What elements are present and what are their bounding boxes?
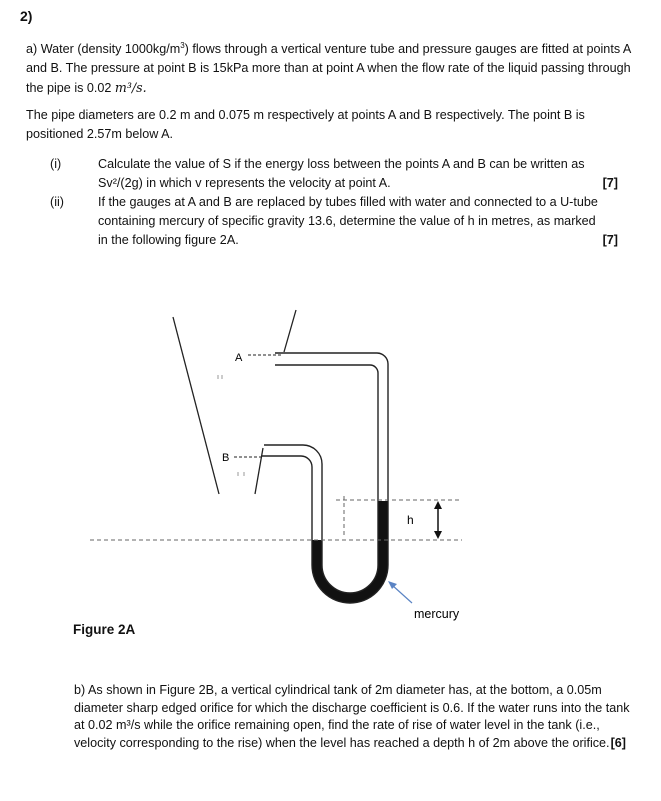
sub-question-i-number: (i)	[50, 157, 62, 171]
label-b: B	[222, 452, 230, 464]
sub-question-ii-line1: If the gauges at A and B are replaced by tubes filled with water and connected to a U-tube	[98, 195, 598, 209]
sub-question-ii-line2: containing mercury of specific gravity 13.6, determine the value of h in metres, as marked	[98, 214, 596, 228]
sub-question-ii-marks: [7]	[602, 233, 618, 247]
flow-unit: m³/s.	[114, 80, 147, 96]
sub-question-i-line2: Sv²/(2g) in which v represents the velocity at point A.	[98, 176, 391, 190]
label-a: A	[235, 352, 243, 364]
sub-question-i-marks: [7]	[602, 176, 618, 190]
u-tube-outer-wall	[262, 353, 388, 603]
label-mercury: mercury	[414, 607, 460, 621]
mercury-fill	[312, 501, 388, 603]
figure-caption: Figure 2A	[73, 622, 136, 637]
part-b-text	[74, 682, 630, 752]
mercury-pointer-line	[392, 585, 412, 603]
part-a-intro: a) Water (density $1000kg/m^3$) flows through a vertical venture tube and pressure gauges are fitted at points A and B. The pressure at point B is 15kPa more than at point A when the flow rate of the liquid passing through the pipe is 0.02 m³/s.	[26, 41, 631, 96]
part-b-marks: [6]	[610, 735, 626, 750]
sub-question-ii-number: (ii)	[50, 195, 64, 209]
h-arrow-head-top	[434, 501, 442, 509]
label-h: h	[407, 513, 414, 527]
part-b-body: b) As shown in Figure 2B, a vertical cylindrical tank of 2m diameter has, at the bottom, a 0.05m diameter sharp edged orifice for which the discharge coefficient is 0.6. If the water runs into the tank at 0.02 m³/s while the orifice remaining open, find the rate of rise of water level in the tank (i.e., velocity corresponding to the rise) when the level has reached a depth h of 2m above the orifice.	[74, 683, 630, 750]
venturi-right-wall-lower	[255, 448, 263, 494]
venturi-left-wall	[173, 317, 219, 494]
part-a-para2: The pipe diameters are 0.2 m and 0.075 m respectively at points A and B respectively. The point B is positioned 2.57m below A.	[26, 108, 585, 141]
sub-question-i-line1: Calculate the value of S if the energy loss between the points A and B can be written as	[98, 157, 585, 171]
h-arrow-head-bottom	[434, 531, 442, 539]
venturi-right-wall-upper	[284, 310, 296, 352]
part-a-intro-start: a) Water (density 1000kg/m	[26, 42, 181, 57]
sub-question-ii-line3: in the following figure 2A.	[98, 233, 239, 247]
part-a-intro-rest: ) flows through a vertical venture tube and pressure gauges are fitted at points A and B. The pressure at point B is 15kPa more than at point A when the flow rate of the liquid passing through the pipe is 0.02	[26, 42, 631, 96]
question-number: 2)	[20, 8, 33, 24]
